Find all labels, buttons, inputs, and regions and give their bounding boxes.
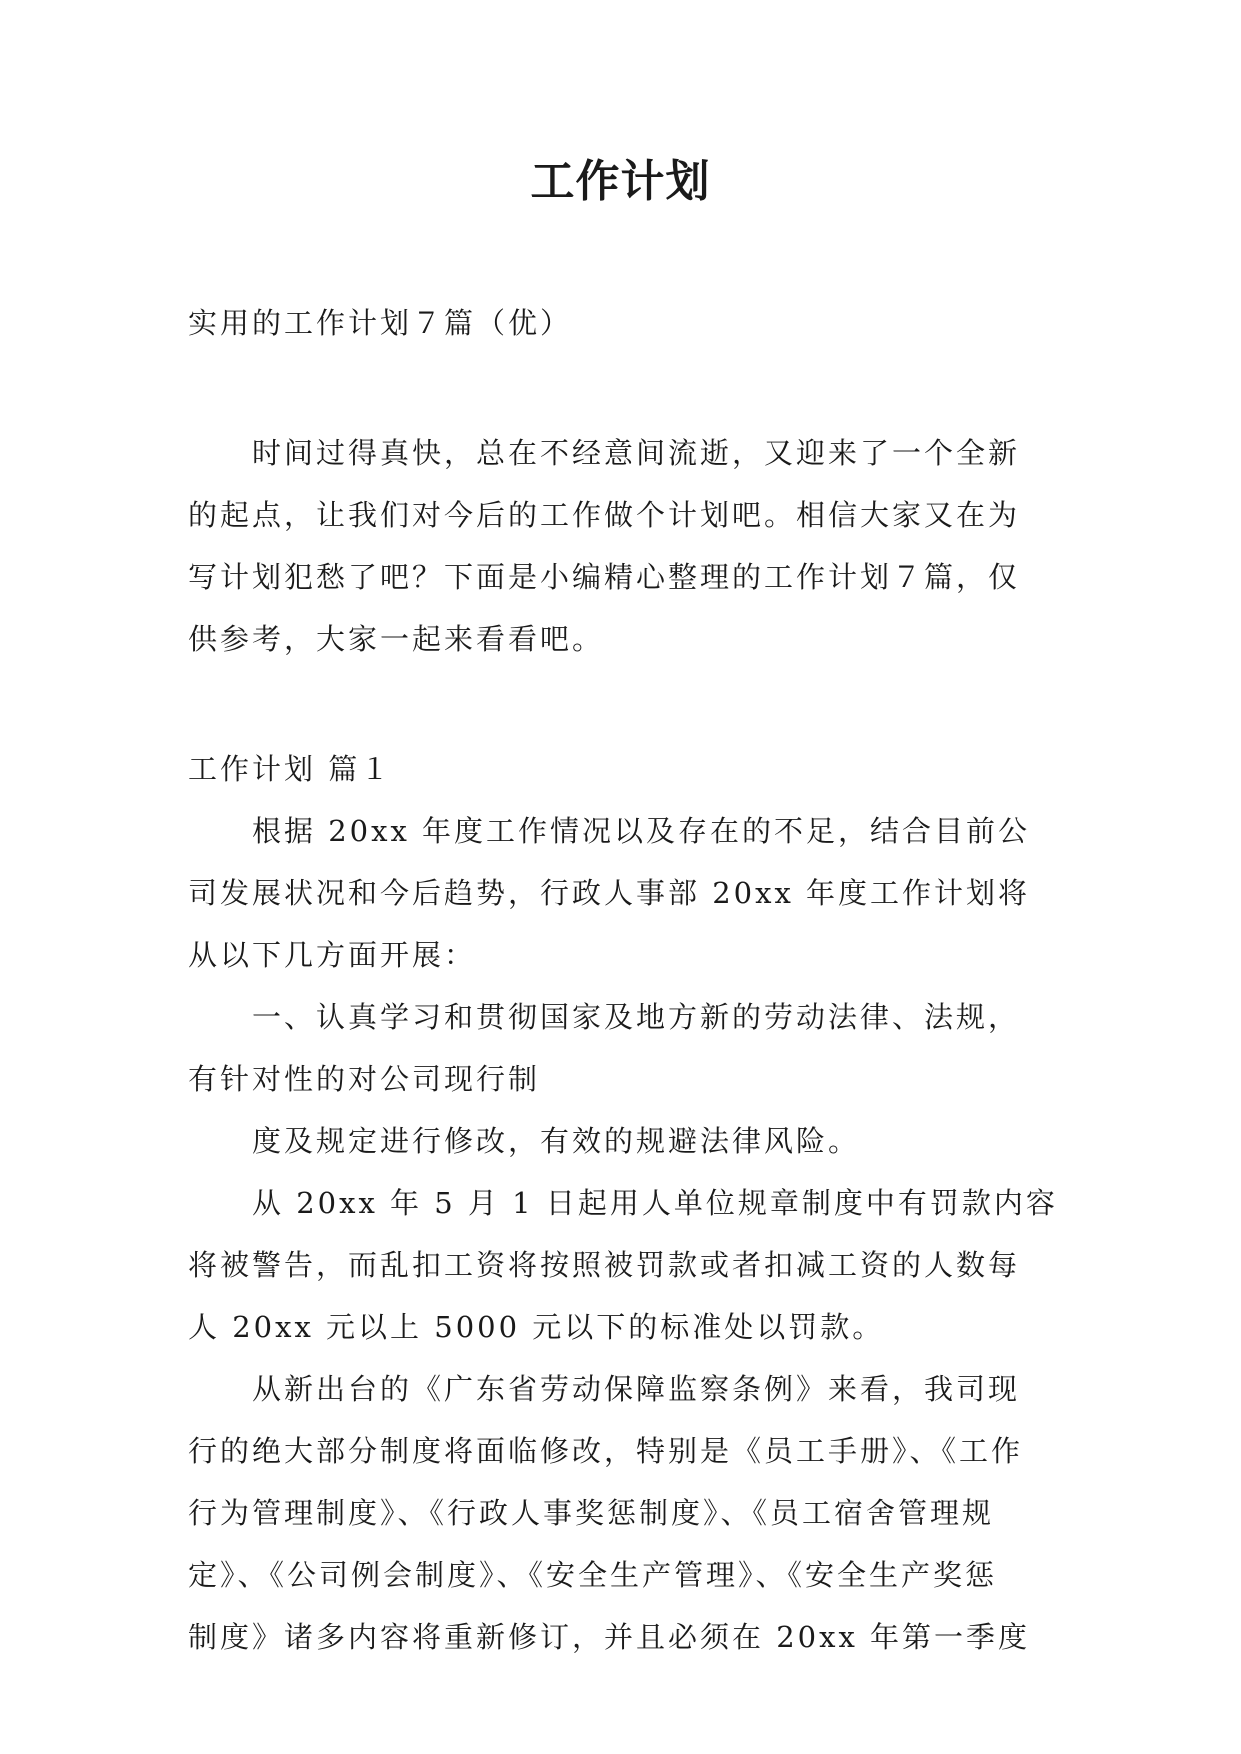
body-line: 有针对性的对公司现行制: [188, 1062, 541, 1096]
section-body: [188, 800, 1058, 1668]
intro-paragraph: [188, 422, 1058, 670]
body-line: 将被警告，而乱扣工资将按照被罚款或者扣减工资的人数每: [188, 1248, 1021, 1282]
intro-line: 的起点，让我们对今后的工作做个计划吧。相信大家又在为: [188, 498, 1021, 532]
body-line: 司发展状况和今后趋势，行政人事部 20xx 年度工作计划将: [188, 876, 1031, 910]
document-subtitle: 实用的工作计划７篇（优）: [188, 306, 573, 340]
intro-line: 时间过得真快，总在不经意间流逝，又迎来了一个全新: [252, 436, 1021, 470]
document-title: 工作计划: [530, 156, 711, 207]
body-line: 从新出台的《广东省劳动保障监察条例》来看，我司现: [252, 1372, 1021, 1406]
body-line: 从以下几方面开展：: [188, 938, 477, 972]
body-line: 行为管理制度》、《行政人事奖惩制度》、《员工宿舍管理规: [188, 1496, 995, 1530]
body-line: 定》、《公司例会制度》、《安全生产管理》、《安全生产奖惩: [188, 1558, 998, 1592]
document-body: [188, 292, 1058, 1668]
body-line: 度及规定进行修改，有效的规避法律风险。: [252, 1124, 861, 1158]
body-line: 从 20xx 年 5 月 1 日起用人单位规章制度中有罚款内容: [252, 1186, 1058, 1220]
body-line: 人 20xx 元以上 5000 元以下的标准处以罚款。: [188, 1310, 885, 1344]
intro-line: 供参考，大家一起来看看吧。: [188, 622, 605, 656]
body-line: 制度》诸多内容将重新修订，并且必须在 20xx 年第一季度: [188, 1620, 1031, 1654]
body-line: 行的绝大部分制度将面临修改，特别是《员工手册》、《工作: [188, 1434, 1024, 1468]
intro-line: 写计划犯愁了吧？下面是小编精心整理的工作计划７篇，仅: [188, 560, 1021, 594]
body-line: 一、认真学习和贯彻国家及地方新的劳动法律、法规，: [252, 1000, 1021, 1034]
body-line: 根据 20xx 年度工作情况以及存在的不足，结合目前公: [252, 814, 1031, 848]
section-heading: 工作计划 篇１: [188, 752, 393, 786]
